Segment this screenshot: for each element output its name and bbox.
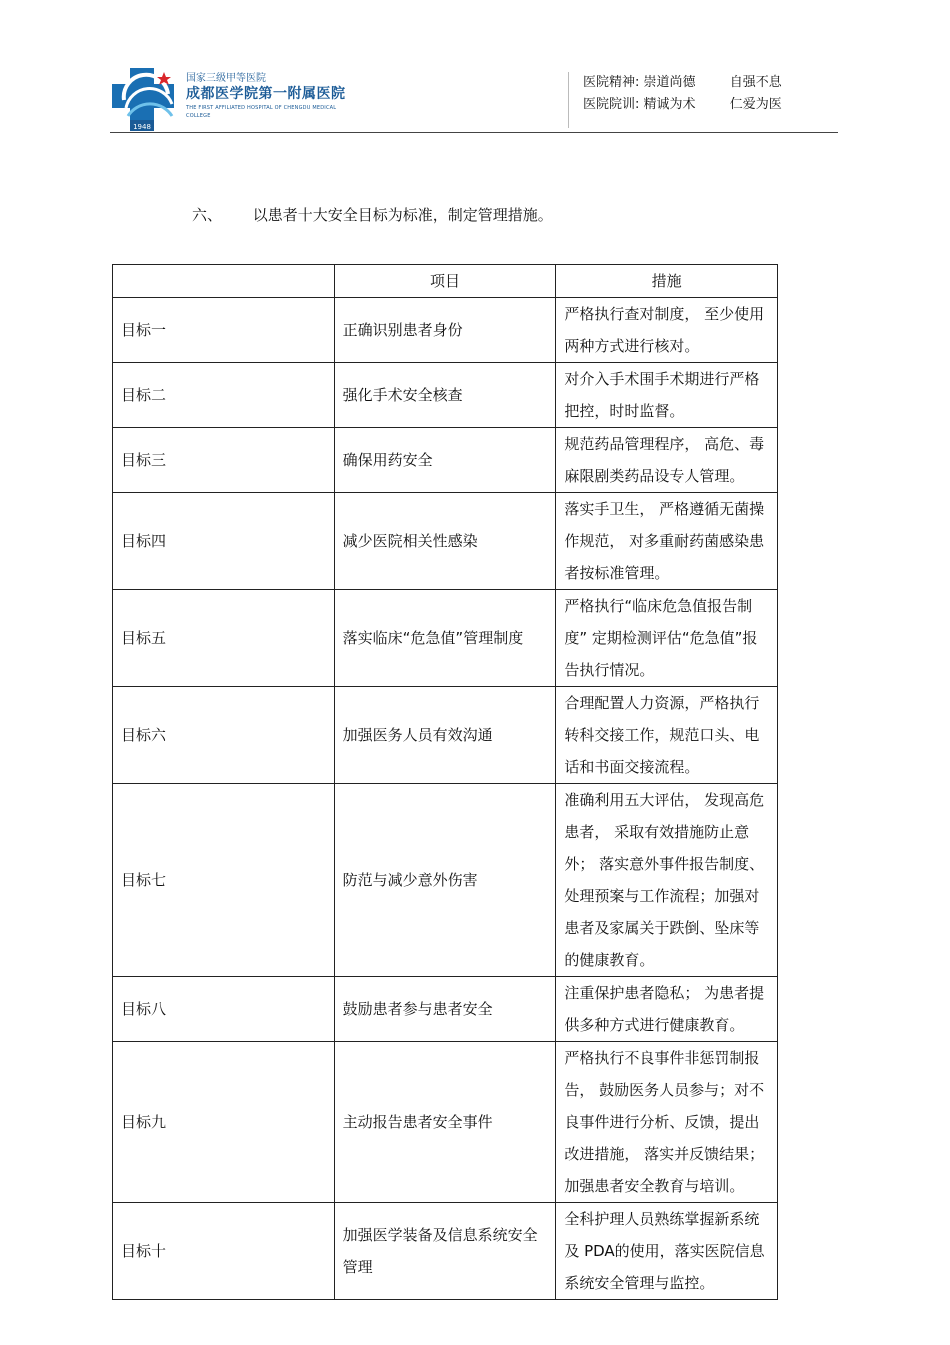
measure-cell: 注重保护患者隐私； 为患者提供多种方式进行健康教育。: [556, 977, 778, 1042]
header-goal: [113, 265, 335, 298]
item-cell: 减少医院相关性感染: [334, 493, 556, 590]
header-measure: 措施: [556, 265, 778, 298]
section-heading: [192, 204, 553, 225]
creed-value-1: 精诚为术: [643, 97, 696, 112]
measure-cell: 全科护理人员熟练掌握新系统及 PDA的使用，落实医院信息系统安全管理与监控。: [556, 1203, 778, 1300]
table-row: [113, 687, 778, 784]
logo-english-name: THE FIRST AFFILIATED HOSPITAL OF CHENGDU MEDICAL COLLEGE: [186, 105, 337, 119]
goal-cell: 目标三: [113, 428, 335, 493]
goal-cell: 目标二: [113, 363, 335, 428]
item-cell: 落实临床“危急值”管理制度: [334, 590, 556, 687]
spirit-value-1: 崇道尚德: [643, 75, 696, 90]
measure-cell: 准确利用五大评估， 发现高危患者， 采取有效措施防止意外； 落实意外事件报告制度、 处理预案与工作流程；加强对患者及家属关于跌倒、坠床等的健康教育。: [556, 784, 778, 977]
table-row: [113, 363, 778, 428]
hospital-logo-icon: [110, 64, 182, 132]
creed-label: 医院院训:: [583, 97, 640, 112]
table-row: [113, 1203, 778, 1300]
goal-cell: 目标一: [113, 298, 335, 363]
item-cell: 主动报告患者安全事件: [334, 1042, 556, 1203]
table-row: [113, 977, 778, 1042]
goal-cell: 目标六: [113, 687, 335, 784]
table-row: [113, 428, 778, 493]
logo-grade-text: 国家三级甲等医院: [186, 73, 266, 84]
goal-cell: 目标四: [113, 493, 335, 590]
table-row: [113, 493, 778, 590]
safety-goals-table: [112, 264, 778, 1300]
creed-value-2: 仁爱为医: [729, 97, 782, 112]
measure-cell: 合理配置人力资源，严格执行转科交接工作，规范口头、电话和书面交接流程。: [556, 687, 778, 784]
logo-hospital-name: 成都医学院第一附属医院: [186, 86, 346, 102]
table-row: [113, 784, 778, 977]
item-cell: 加强医学装备及信息系统安全管理: [334, 1203, 556, 1300]
table-header-row: [113, 265, 778, 298]
item-cell: 防范与减少意外伤害: [334, 784, 556, 977]
hospital-motto: [568, 72, 782, 128]
hospital-logo: [110, 64, 360, 132]
measure-cell: 严格执行查对制度， 至少使用两种方式进行核对。: [556, 298, 778, 363]
header-item: 项目: [334, 265, 556, 298]
goal-cell: 目标八: [113, 977, 335, 1042]
table-row: [113, 590, 778, 687]
measure-cell: 对介入手术围手术期进行严格把控，时时监督。: [556, 363, 778, 428]
goal-cell: 目标九: [113, 1042, 335, 1203]
item-cell: 加强医务人员有效沟通: [334, 687, 556, 784]
item-cell: 强化手术安全核查: [334, 363, 556, 428]
spirit-value-2: 自强不息: [729, 75, 782, 90]
item-cell: 正确识别患者身份: [334, 298, 556, 363]
item-cell: 鼓励患者参与患者安全: [334, 977, 556, 1042]
goal-cell: 目标五: [113, 590, 335, 687]
goal-cell: 目标七: [113, 784, 335, 977]
measure-cell: 严格执行“临床危急值报告制度” 定期检测评估“危急值”报告执行情况。: [556, 590, 778, 687]
measure-cell: 落实手卫生， 严格遵循无菌操作规范， 对多重耐药菌感染患者按标准管理。: [556, 493, 778, 590]
logo-year: 1948: [133, 123, 151, 131]
section-number: 六、: [192, 206, 223, 224]
table-row: [113, 298, 778, 363]
measure-cell: 规范药品管理程序， 高危、毒麻限剧类药品设专人管理。: [556, 428, 778, 493]
page-header: [110, 64, 838, 133]
section-title: 以患者十大安全目标为标准，制定管理措施。: [252, 206, 553, 224]
goal-cell: 目标十: [113, 1203, 335, 1300]
spirit-label: 医院精神:: [583, 75, 640, 90]
measure-cell: 严格执行不良事件非惩罚制报告， 鼓励医务人员参与；对不良事件进行分析、反馈，提出改进措施， 落实并反馈结果； 加强患者安全教育与培训。: [556, 1042, 778, 1203]
item-cell: 确保用药安全: [334, 428, 556, 493]
table-row: [113, 1042, 778, 1203]
